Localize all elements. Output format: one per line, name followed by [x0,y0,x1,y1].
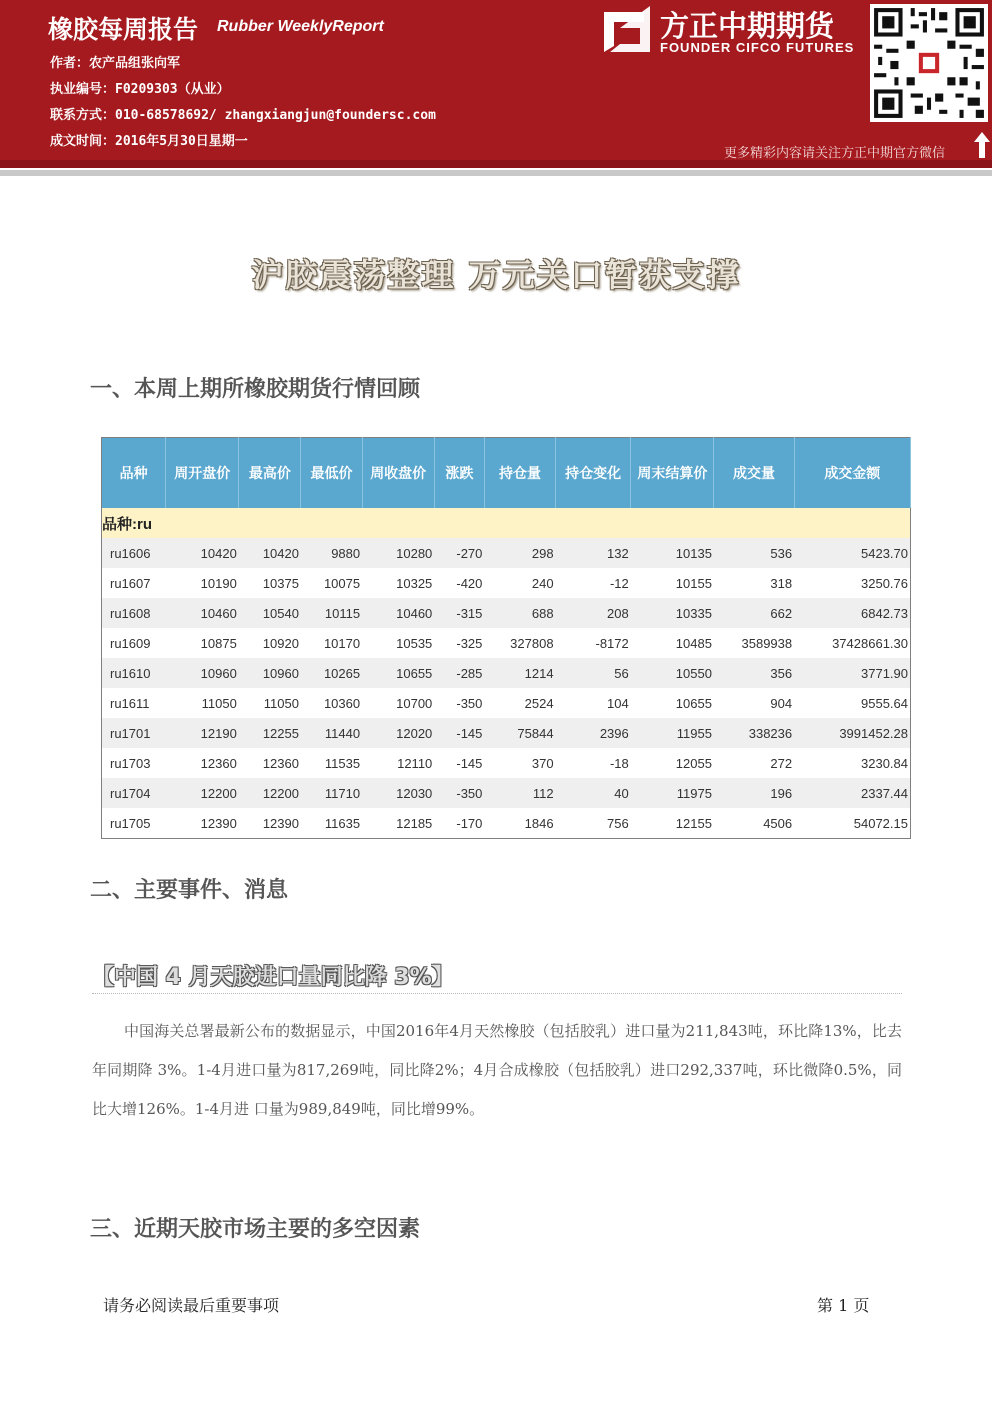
column-header: 成交量 [714,438,794,509]
table-cell: 12020 [362,718,434,748]
table-cell: 12360 [166,748,239,778]
contract-code-cell: ru1606 [102,538,166,568]
table-cell: 9555.64 [794,688,910,718]
table-cell: 10155 [631,568,714,598]
table-cell: 240 [484,568,555,598]
table-cell: 12200 [239,778,301,808]
column-header: 涨跌 [434,438,484,509]
table-cell: 12255 [239,718,301,748]
table-cell: 10135 [631,538,714,568]
group-label: 品种:ru [102,508,911,538]
table-cell: -350 [434,778,484,808]
contract-code-cell: ru1608 [102,598,166,628]
table-row [102,628,911,658]
table-row [102,688,911,718]
table-cell: 10700 [362,688,434,718]
table-cell: 356 [714,658,794,688]
contract-code-cell: ru1704 [102,778,166,808]
table-cell: 272 [714,748,794,778]
table-cell: 688 [484,598,555,628]
table-cell: 10540 [239,598,301,628]
table-cell: 132 [556,538,631,568]
table-cell: 10280 [362,538,434,568]
header-divider [0,160,992,168]
header-divider-gray [0,170,992,176]
table-cell: -350 [434,688,484,718]
contract-code-cell: ru1703 [102,748,166,778]
table-cell: 3771.90 [794,658,910,688]
table-cell: -285 [434,658,484,688]
table-cell: -12 [556,568,631,598]
table-cell: 11955 [631,718,714,748]
table-row [102,748,911,778]
table-cell: 10655 [362,658,434,688]
founder-logo-icon [604,6,650,52]
table-cell: 10960 [239,658,301,688]
table-cell: 11050 [166,688,239,718]
report-title: 橡胶每周报告 [48,15,199,44]
table-cell: 338236 [714,718,794,748]
table-cell: 10460 [166,598,239,628]
table-cell: 6842.73 [794,598,910,628]
table-cell: 318 [714,568,794,598]
contract-code-cell: ru1607 [102,568,166,598]
table-cell: 10875 [166,628,239,658]
table-cell: -315 [434,598,484,628]
table-cell: 11975 [631,778,714,808]
arrow-up-icon [974,132,990,158]
contract-code-cell: ru1609 [102,628,166,658]
table-cell: 12190 [166,718,239,748]
news-divider [92,993,902,994]
table-cell: 12055 [631,748,714,778]
table-cell: 12155 [631,808,714,839]
table-cell: 4506 [714,808,794,839]
table-row [102,718,911,748]
table-row [102,808,911,839]
table-cell: 370 [484,748,555,778]
column-header: 周收盘价 [362,438,434,509]
table-cell: 11050 [239,688,301,718]
table-cell: 662 [714,598,794,628]
qr-code-icon [870,4,988,122]
table-cell: 104 [556,688,631,718]
table-cell: 756 [556,808,631,839]
table-cell: 10420 [239,538,301,568]
contract-code-cell: ru1701 [102,718,166,748]
table-row [102,658,911,688]
table-cell: 3230.84 [794,748,910,778]
section-heading-factors: 三、近期天胶市场主要的多空因素 [90,1217,421,1242]
table-cell: 11535 [301,748,362,778]
table-cell: 208 [556,598,631,628]
footer-notice: 请务必阅读最后重要事项 [103,1296,280,1315]
table-cell: 2396 [556,718,631,748]
table-cell: 2524 [484,688,555,718]
table-cell: -420 [434,568,484,598]
table-cell: -270 [434,538,484,568]
table-cell: 11440 [301,718,362,748]
table-row [102,778,911,808]
table-cell: 10485 [631,628,714,658]
futures-price-table [101,437,911,839]
table-cell: 298 [484,538,555,568]
report-title-en: Rubber WeeklyReport [217,18,384,35]
table-cell: 12110 [362,748,434,778]
column-header: 持仓量 [484,438,555,509]
table-cell: 112 [484,778,555,808]
follow-wechat-text: 更多精彩内容请关注方正中期官方微信 [724,146,946,161]
table-cell: 536 [714,538,794,568]
contact-line: 联系方式：010-68578692/ zhangxiangjun@foundersc.com [50,108,436,123]
table-row [102,538,911,568]
section-heading-market-review: 一、本周上期所橡胶期货行情回顾 [90,377,421,402]
table-cell: 10325 [362,568,434,598]
table-cell: -170 [434,808,484,839]
table-cell: 10265 [301,658,362,688]
table-cell: 10420 [166,538,239,568]
table-cell: 10375 [239,568,301,598]
date-line: 成文时间：2016年5月30日星期一 [50,134,248,149]
table-cell: -145 [434,748,484,778]
table-cell: 75844 [484,718,555,748]
table-cell: -18 [556,748,631,778]
table-cell: 10920 [239,628,301,658]
table-cell: 9880 [301,538,362,568]
table-header-row [102,438,911,509]
section-heading-news: 二、主要事件、消息 [90,878,289,903]
table-cell: 10335 [631,598,714,628]
table-cell: 2337.44 [794,778,910,808]
table-cell: 10115 [301,598,362,628]
news-headline: 【中国 4 月天胶进口量同比降 3%】 [92,965,454,990]
brand-name-en: FOUNDER CIFCO FUTURES [660,40,855,55]
table-cell: 5423.70 [794,538,910,568]
column-header: 持仓变化 [556,438,631,509]
table-cell: 10170 [301,628,362,658]
column-header: 最低价 [301,438,362,509]
column-header: 周末结算价 [631,438,714,509]
table-row [102,568,911,598]
author-line: 作者：农产品组张向军 [50,56,181,71]
page-number: 第 1 页 [817,1296,870,1315]
table-cell: 12390 [166,808,239,839]
brand-name-cn: 方正中期期货 [660,9,835,43]
table-group-row [102,508,911,538]
column-header: 最高价 [239,438,301,509]
table-cell: 10655 [631,688,714,718]
table-cell: 327808 [484,628,555,658]
contract-code-cell: ru1611 [102,688,166,718]
contract-code-cell: ru1610 [102,658,166,688]
table-cell: 10460 [362,598,434,628]
news-paragraph: 中国海关总署最新公布的数据显示，中国2016年4月天然橡胶（包括胶乳）进口量为211,843吨，环比降13%，比去年同期降 3%。1-4月进口量为817,269吨，同比降2%；4月合成橡胶（包括胶乳）进口292,337吨，环比微降0.5%，同比大增126%。1-4月进 口量为989,849吨，同比增99%。 [92,1022,902,1118]
table-cell: 10535 [362,628,434,658]
table-cell: 12360 [239,748,301,778]
table-cell: 10360 [301,688,362,718]
table-cell: 12030 [362,778,434,808]
license-line: 执业编号：F0209303（从业） [50,82,230,97]
table-cell: -8172 [556,628,631,658]
table-cell: 3589938 [714,628,794,658]
table-cell: 10550 [631,658,714,688]
table-cell: 10075 [301,568,362,598]
table-cell: 1846 [484,808,555,839]
table-cell: 10190 [166,568,239,598]
table-cell: 12185 [362,808,434,839]
column-header: 成交金额 [794,438,910,509]
table-cell: 11635 [301,808,362,839]
table-cell: 54072.15 [794,808,910,839]
table-cell: 56 [556,658,631,688]
table-row [102,598,911,628]
table-cell: 37428661.30 [794,628,910,658]
table-cell: -145 [434,718,484,748]
table-cell: 10960 [166,658,239,688]
table-cell: 1214 [484,658,555,688]
column-header: 周开盘价 [166,438,239,509]
table-cell: 904 [714,688,794,718]
table-cell: 11710 [301,778,362,808]
contract-code-cell: ru1705 [102,808,166,839]
table-cell: 3250.76 [794,568,910,598]
table-cell: 40 [556,778,631,808]
column-header: 品种 [102,438,166,509]
table-cell: 196 [714,778,794,808]
table-cell: 3991452.28 [794,718,910,748]
page-title: 沪胶震荡整理 万元关口暂获支撑 [251,256,741,294]
table-cell: 12200 [166,778,239,808]
table-cell: -325 [434,628,484,658]
table-cell: 12390 [239,808,301,839]
